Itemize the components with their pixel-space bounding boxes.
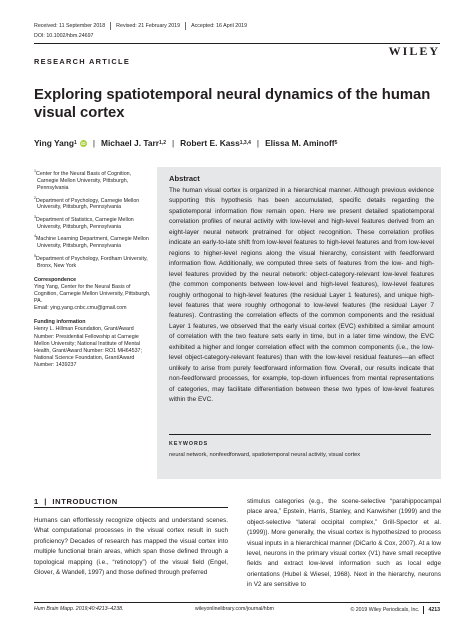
author-separator: | xyxy=(92,138,95,148)
date-separator xyxy=(110,22,111,30)
revised-date: Revised: 21 February 2019 xyxy=(116,23,181,29)
section-rule xyxy=(34,507,228,508)
correspondence-text: Ying Yang, Center for the Neural Basis of Cognition, Carnegie Mellon University, Pittsburgh, PA. xyxy=(34,283,151,305)
author-separator: | xyxy=(256,138,260,148)
abstract-text: The human visual cortex is organized in a hierarchical manner. Although previous evidence supporting this hypothesis has been accumulated, specific details regarding the spatiotemporal information flow remain open. Here we present detailed spatiotemporal correlation profiles of neural activity with low-level and high-level features derived from an eight-layer neural network pretrained for object recognition. These correlation profiles indicate an early-to-late shift from low-level features to high-level features and from low-level regions to higher-level regions along the visual hierarchy, consistent with feedforward information flow. Additionally, we computed three sets of features from the low- and high-level features provided by the neural network: object-category-relevant low-level features (the common components between low-level and high-level features), low-level features roughly orthogonal to high-level features (the residual Layer 1 features), and unique high-level features that were roughly orthogonal to low-level features (the residual Layer 7 features). Contrasting the correlation effects of the common components and the residual Layer 1 features, we observed that the early visual cortex (EVC) exhibited a similar amount of correlation with the two feature sets early in time, but in a later time window, the EVC exhibited a higher and longer correlation effect with the common components (i.e., the low-level object-category-relevant features) than with the low-level residual features—an effect unlikely to arise from purely feedforward information flow. Overall, our results indicate that non-feedforward processes, for example, top-down influences from mental representations of categories, may facilitate differentiation between these two types of low-level features within the EVC. xyxy=(169,187,434,404)
correspondence-label: Correspondence xyxy=(34,276,77,283)
footer-separator xyxy=(423,606,424,614)
article-type: RESEARCH ARTICLE xyxy=(34,57,131,66)
abstract-heading: Abstract xyxy=(169,174,200,183)
author-separator: | xyxy=(171,138,175,148)
journal-url[interactable]: wileyonlinelibrary.com/journal/hbm xyxy=(195,606,274,612)
correspondence-email[interactable]: Email: ying.yang.cnbc.cmu@gmail.com xyxy=(34,305,127,312)
affiliation: $^5$Department of Psychology, Fordham University, Bronx, New York xyxy=(34,253,148,269)
page-number: 4213 xyxy=(428,607,440,613)
section-title: INTRODUCTION xyxy=(52,497,118,506)
abstract-box xyxy=(157,167,441,479)
author-affiliation-sup: 1 xyxy=(74,140,77,146)
publisher-logo: WILEY xyxy=(388,44,440,58)
footer-rule xyxy=(34,602,440,603)
received-date: Received: 11 September 2018 xyxy=(34,23,106,29)
copyright: © 2019 Wiley Periodicals, Inc. xyxy=(350,607,420,613)
orcid-icon[interactable]: iD xyxy=(81,140,86,146)
accepted-date: Accepted: 16 April 2019 xyxy=(191,23,248,29)
funding-label: Funding information xyxy=(34,319,86,326)
author-affiliation-sup: 1,2 xyxy=(159,140,166,146)
keywords-rule xyxy=(169,434,431,435)
author-list xyxy=(34,138,454,148)
body-text-left: Humans can effortlessly recognize objects and understand scenes. What computational processes in the visual cortex result in such proficiency? Decades of research has mapped the visual cortex into multiple functional brain areas, which span those defined through a topological mapping (i.e., “retinotopy”) of the visual field (Engel, Glover, & Wandell, 1997) and those defined through preferred xyxy=(34,517,228,577)
affiliation: $^1$Center for the Neural Basis of Cognition, Carnegie Mellon University, Pittsburgh, Pennsylvania xyxy=(34,169,132,191)
author-name[interactable]: Michael J. Tarr xyxy=(101,138,160,148)
date-separator xyxy=(185,22,186,30)
front-matter-sidebar xyxy=(34,168,154,369)
author-name[interactable]: Robert E. Kass xyxy=(180,138,240,148)
header-rule xyxy=(34,43,440,44)
section-heading: 1 | INTRODUCTION xyxy=(34,497,118,506)
keywords-heading: KEYWORDS xyxy=(169,441,209,447)
article-dates xyxy=(34,20,247,32)
footer-right xyxy=(350,606,440,614)
doi[interactable]: DOI: 10.1002/hbm.24697 xyxy=(34,33,94,39)
section-number: 1 xyxy=(34,497,39,506)
paper-title: Exploring spatiotemporal neural dynamics of the human visual cortex xyxy=(34,87,431,121)
funding-text: Henry L. Hillman Foundation, Grant/Award Number: Presidential Fellowship at Carnegie Mellon University; National Institute of Mental Health, Grant/Award Number: RO1 MH64537; National Science Foundation, Grant/Award Number: 1439237 xyxy=(34,326,142,368)
keywords-text: neural network, nonfeedforward, spatiotemporal neural activity, visual cortex xyxy=(169,452,361,458)
journal-citation: Hum Brain Mapp. 2019;40:4213–4238. xyxy=(34,606,124,612)
author-affiliation-sup: 5 xyxy=(334,140,338,146)
affiliation: $^3$Department of Statistics, Carnegie Mellon University, Pittsburgh, Pennsylvania xyxy=(34,215,134,230)
affiliation: $^2$Department of Psychology, Carnegie Mellon University, Pittsburgh, Pennsylvania xyxy=(34,195,140,211)
body-text-right: stimulus categories (e.g., the scene-selective “parahippocampal place area,” Epstein, Harris, Stanley, and Kanwisher (1999) and the object-selective “lateral occipital complex,” Grill-Spector et al. (1999)). More generally, the visual cortex is hypothesized to process visual inputs in a hierarchical manner (DiCarlo & Cox, 2007). At a low level, neurons in the primary visual cortex (V1) have small receptive fields and extract low-level information such as local edge orientations (Hubel & Wiesel, 1968). Next in the hierarchy, neurons in V2 are sensitive to xyxy=(247,498,441,589)
author-name[interactable]: Elissa M. Aminoff xyxy=(265,138,335,148)
author-affiliation-sup: 1,3,4 xyxy=(239,140,251,146)
author-name[interactable]: Ying Yang xyxy=(34,138,75,148)
affiliation: $^4$Machine Learning Department, Carnegie Mellon University, Pittsburgh, Pennsylvania xyxy=(34,234,149,250)
